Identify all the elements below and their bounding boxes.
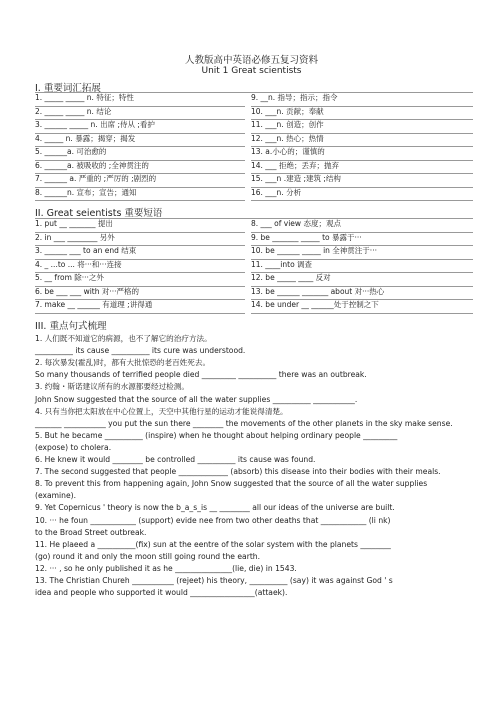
sentence-line: 13. The Christian Chureh ___________ (rejeet) his theory, __________ (say) it was against God ' s [35,576,393,585]
table-cell-right: 14. ___ 拒绝；丢弃；抛弃 [251,160,473,175]
sentence-line: (go) round it and only the moon still going round the earth. [35,551,261,561]
table-cell-left: 5. __ from 除···之外 [35,272,245,287]
table-cell-left: 4. _____ n. 暴露；揭穿；揭发 [35,133,245,148]
sentence-line: (expose) to cholera. [35,442,112,452]
table-cell-left: 4. _ ...to ... 将···和···连接 [35,259,245,274]
sentence-line: idea and people who supported it would _________________(attaek). [35,588,288,598]
table-cell-left: 2. _____ _____ n. 结论 [35,106,245,121]
section2-heading: II. Great seientists 重要短语 [35,208,163,219]
table-cell-right: 12. ___n. 热心；热情 [251,133,473,148]
sentence-line: John Snow suggested that the source of all the water supplies __________ ___________. [35,394,358,404]
table-cell-right: 13. be ______ _______ about 对···热心 [251,286,473,301]
table-cell-right: 11. ___n. 创造；创作 [251,119,473,134]
sentence-line: 5. But he became __________ (inspire) when he thought about helping ordinary people _________ [35,430,398,440]
table-cell-left: 5. ______a. 可治愈的 [35,146,245,161]
table-row [35,173,473,187]
sentence-line: 11. He plaeed a __________(fix) sun at the eentre of the solar system with the planets ________ [35,539,391,549]
sentence-line: 4. 只有当你把太阳放在中心位置上，天空中其他行星的运动才能说得清楚。 [35,406,288,416]
table-row [35,272,473,286]
sentence-line: 6. He knew it would ________ be controlled __________ its cause was found. [35,455,316,464]
table-cell-right: 9. be _______ _____ to 暴露于··· [251,232,473,247]
sentence-line: to the Broad Street outbreak. [35,527,147,537]
table-cell-right: 11. ____into 调查 [251,259,473,274]
sentence-line: 8. To prevent this from happening again, John Snow suggested that the source of all the water supplies [35,479,428,489]
sentence-line: 9. Yet Copernicus ' theory is now the b_a_s_is __ ________ all our ideas of the universe are built. [35,503,395,513]
table-row [35,160,473,174]
table-row [35,187,473,201]
table-cell-right: 9. __n. 指导；指示；指令 [251,92,473,107]
sentence-line: _______ ___________ you put the sun there ________ the movements of the other planets in the sky make sense. [35,418,453,428]
document-subtitle: Unit 1 Great scientists [201,66,302,76]
sentence-line: So many thousands of terrified people died _________ __________ there was an outbreak. [35,370,367,380]
sentence-line: 10. ··· he foun ____________ (support) evide nee from two other deaths that ____________ (li nk) [35,515,391,525]
table-cell-right: 12. be _____ ____ 反对 [251,272,473,287]
table-row [35,232,473,246]
table-row [35,245,473,259]
table-cell-right: 10. ___n. 贡献；奉献 [251,106,473,121]
sentence-line: 3. 约翰・斯诺建议所有的水源都要经过检测。 [35,382,189,392]
table-cell-left: 2. in ___ ________ 另外 [35,232,245,247]
sentence-line: 12. ··· , so he only published it as he _______________(lie, die) in 1543. [35,563,297,573]
document-title: 人教版高中英语必修五复习资料 [184,55,318,66]
table-cell-right: 8. ___ of view 态度；观点 [251,218,473,233]
table-cell-left: 6. be ___ ___ with 对···严格的 [35,286,245,301]
table-row [35,146,473,160]
table-row [35,259,473,273]
table-cell-right: 14. be under __ ______处于控制之下 [251,299,473,314]
table-row [35,299,473,313]
table-cell-left: 7. ______ a. 严重的 ;严厉的 ;剧烈的 [35,173,245,188]
table-row [35,218,473,232]
sentence-line: 7. The second suggested that people _____________ (absorb) this disease into their bodies with their meals. [35,467,441,477]
table-cell-right: 10. be ______ _____ in 全神贯注于··· [251,245,473,260]
table-row [35,106,473,120]
sentence-line: 1. 人们既不知道它的病源，也不了解它的治疗方法。 [35,334,212,343]
section1-heading: I. 重要词汇拓展 [35,83,101,94]
table-cell-left: 6. ______a. 被吸收的 ;全神贯注的 [35,160,245,175]
sentence-line: (examine). [35,491,77,501]
table-row [35,92,473,106]
table-cell-left: 7. make __ ______ 有道理 ;讲得通 [35,299,245,314]
sentence-line: 2. 每次暴发(霍乱)时，都有大批惊恐的老百姓死去。 [35,358,211,368]
table-row [35,119,473,133]
table-cell-left: 1. _____ _____ n. 特征；特性 [35,92,245,107]
sentence-line: __________ its cause __________ its cure was understood. [35,346,246,356]
table-cell-left: 3. ______ ___ to an end 结束 [35,245,245,260]
table-row [35,286,473,300]
table-row [35,133,473,147]
table-cell-left: 3. ______ _____ n. 出席 ;侍从 ;看护 [35,119,245,134]
table-cell-left: 8. ______n. 宣布；宣告；通知 [35,187,245,202]
section3-heading: III. 重点句式梳理 [35,321,107,332]
table-cell-right: 13. a.小心的；谨慎的 [251,146,473,161]
table-cell-right: 15. ___n .建造 ;建筑 ;结构 [251,173,473,188]
table-cell-left: 1. put __ _______ 提出 [35,218,245,233]
table-cell-right: 16. ___n. 分析 [251,187,473,202]
